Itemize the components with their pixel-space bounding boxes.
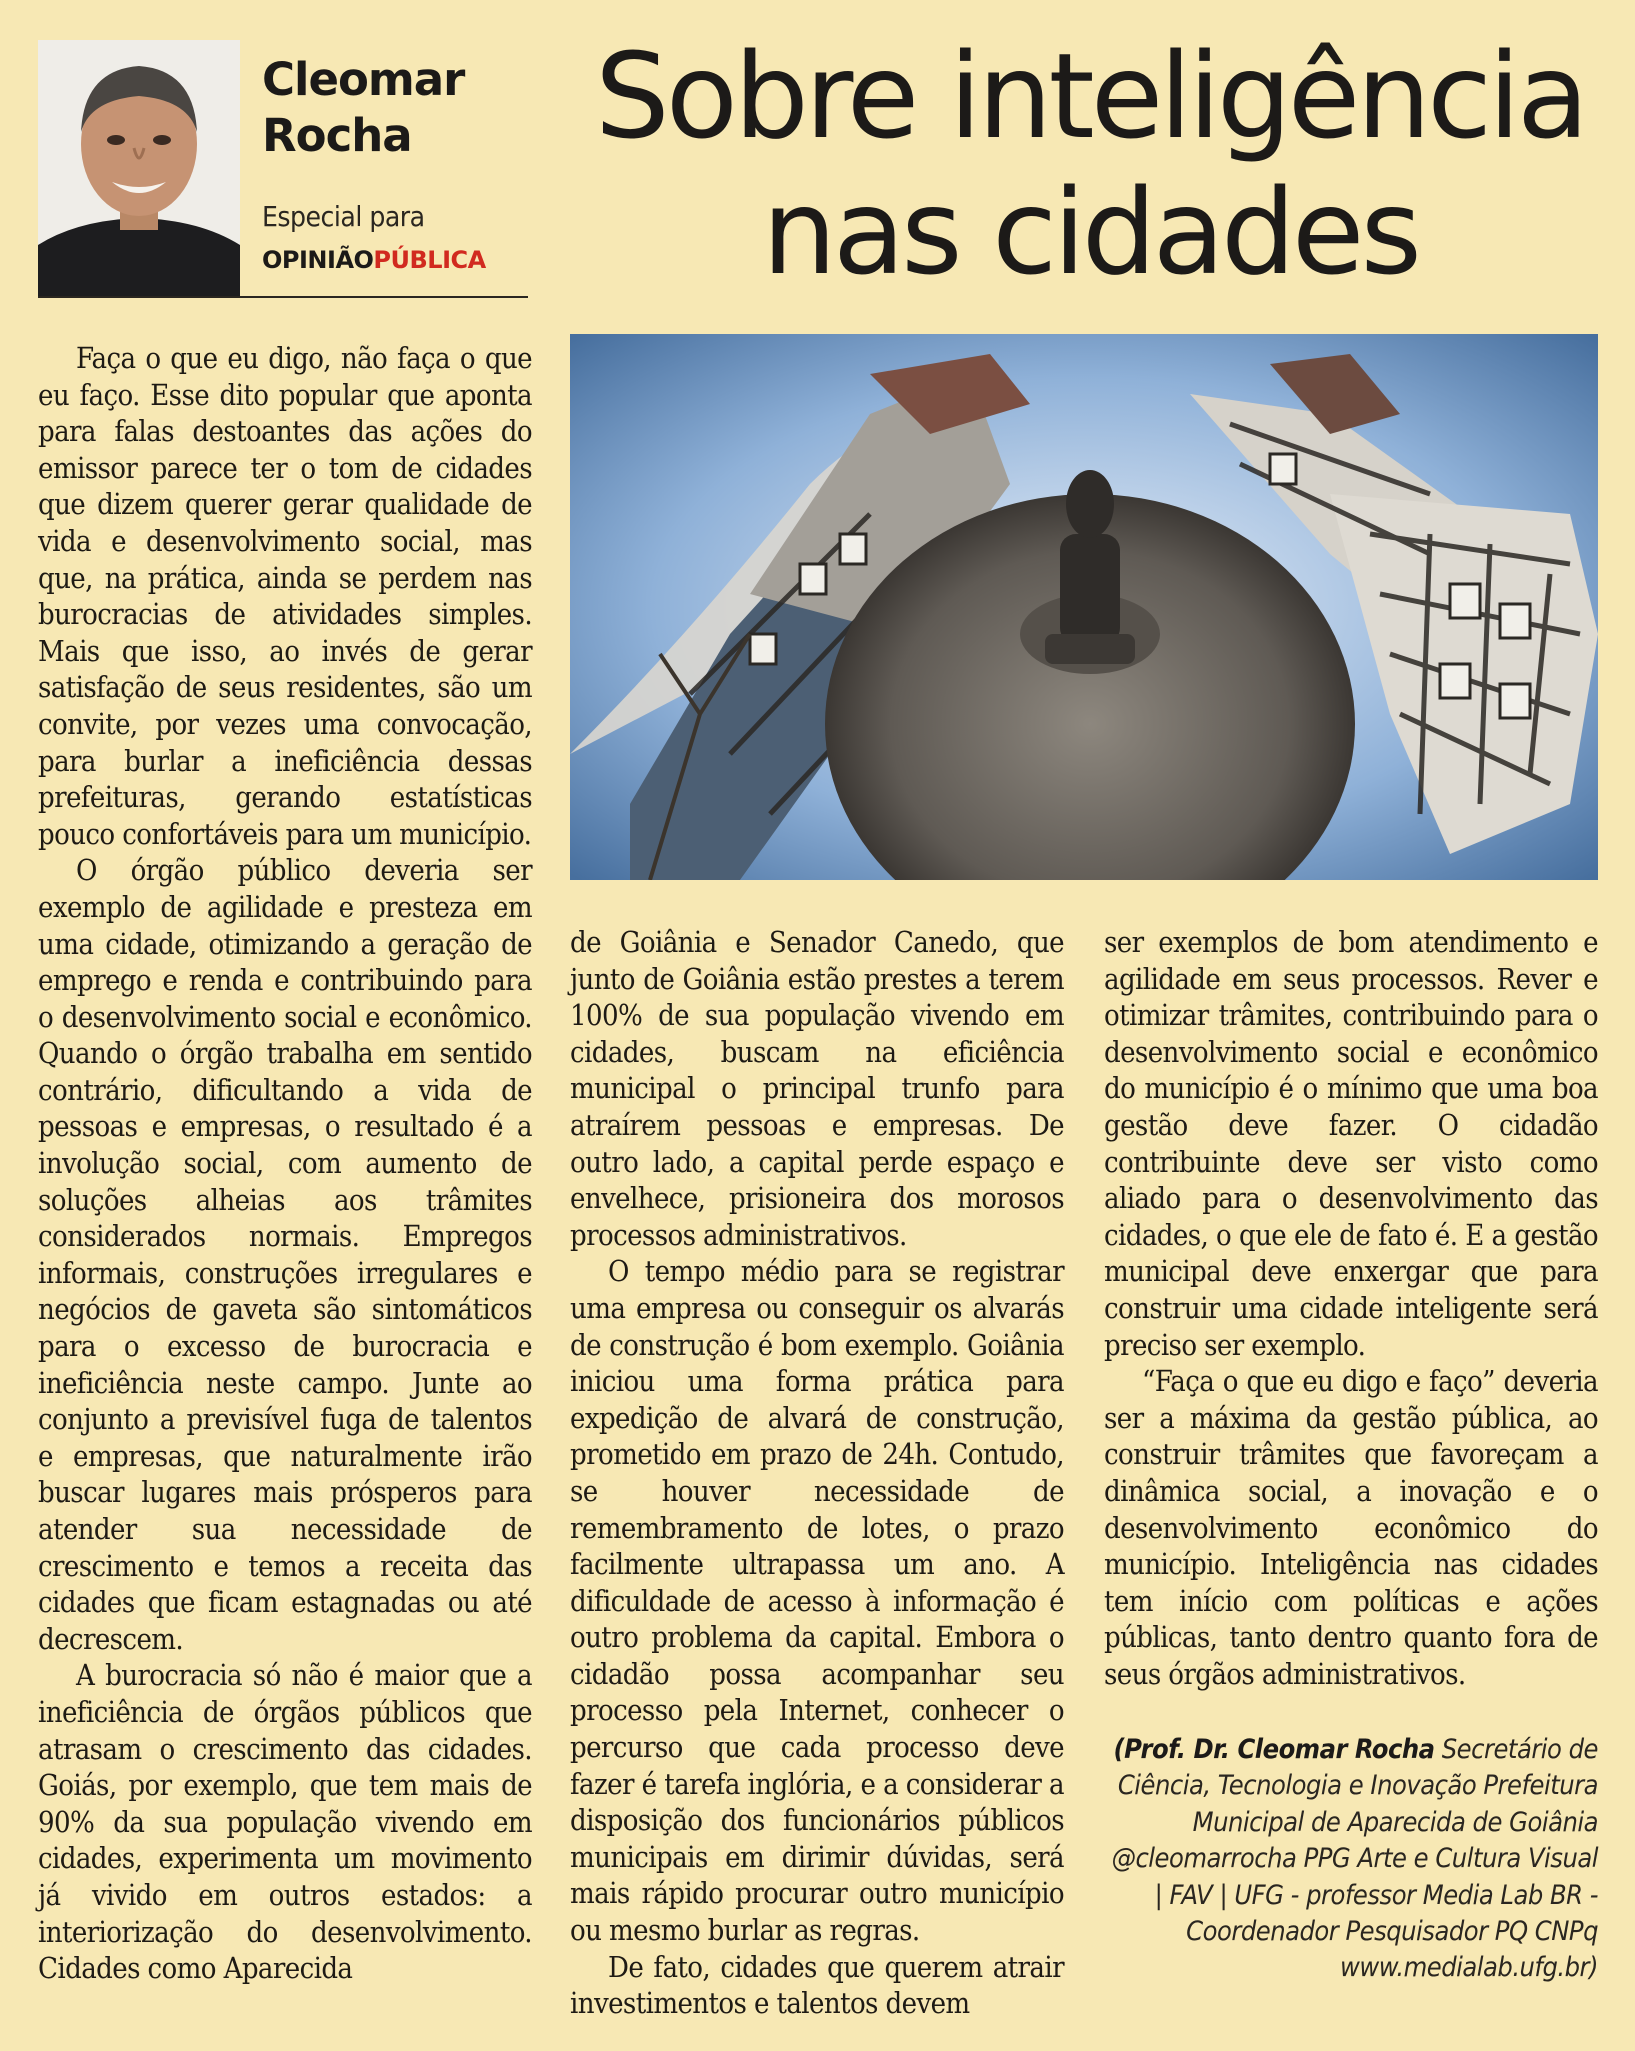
signature-name: (Prof. Dr. Cleomar Rocha (1113, 1734, 1435, 1765)
paragraph: O órgão público deveria ser exemplo de agilidade e presteza em uma cidade, otimizando a geração de emprego e renda e contribuindo para o desenvolvimento social e econômico. Quando o órgão trabalha em sentido contrário, dificultando a vida de pessoas e empresas, o resultado é a involução social, com aumento de soluções alheias aos trâmites considerados normais. Empregos informais, construções irregulares e negócios de gaveta são sintomáticos para o excesso de burocracia e ineficiência neste campo. Junte ao conjunto a previsível fuga de talentos e empresas, que naturalmente irão buscar lugares mais prósperos para atender sua necessidade de crescimento e temos a receita das cidades que ficam estagnadas ou até decrescem. (38, 853, 532, 1656)
article-column-1 (38, 340, 532, 2030)
paragraph: ser exemplos de bom atendimento e agilidade em seus processos. Rever e otimizar trâmites, contribuindo para o desenvolvimento social e econômico do município é o mínimo que uma boa gestão deve fazer. O cidadão contribuinte deve ser visto como aliado para o desenvolvimento das cidades, o que ele de fato é. E a gestão municipal deve enxergar que para construir uma cidade inteligente será preciso ser exemplo. (1104, 925, 1598, 1362)
headline (560, 28, 1620, 300)
brand-part-2: PÚBLICA (373, 246, 486, 274)
paragraph: O tempo médio para se registrar uma empresa ou conseguir os alvarás de construção é bom exemplo. Goiânia iniciou uma forma prática para expedição de alvará de construção, prometido em prazo de 24h. Contudo, se houver necessidade de remembramento de lotes, o prazo facilmente ultrapassa um ano. A dificuldade de acesso à informação é outro problema da capital. Embora o cidadão possa acompanhar seu processo pela Internet, conhecer o percurso que cada processo deve fazer é tarefa inglória, e a considerar a disposição dos funcionários públicos municipais em dirimir dúvidas, será mais rápido procurar outro município ou mesmo burlar as regras. (570, 1254, 1064, 1948)
paragraph: Faça o que eu digo, não faça o que eu faço. Esse dito popular que aponta para falas destoantes das ações do emissor parece ter o tom de cidades que dizem querer gerar qualidade de vida e desenvolvimento social, mas que, na prática, ainda se perdem nas burocracias de atividades simples. Mais que isso, ao invés de gerar satisfação de seus residentes, são um convite, por vezes uma convocação, para burlar a ineficiência dessas prefeituras, gerando estatísticas pouco confortáveis para um município. (38, 341, 532, 851)
author-name (262, 52, 522, 164)
headline-line-2: nas cidades (762, 163, 1418, 301)
author-first-name: Cleomar (262, 53, 465, 106)
article-column-2 (570, 924, 1064, 2034)
paragraph: “Faça o que eu digo e faço” deveria ser a máxima da gestão pública, ao construir trâmites que favoreçam a dinâmica social, a inovação e o desenvolvimento econômico do município. Inteligência nas cidades tem início com políticas e ações públicas, tanto dentro quanto fora de seus órgãos administrativos. (1104, 1364, 1598, 1691)
brand-part-1: OPINIÃO (262, 246, 374, 274)
brand-logo (262, 246, 486, 274)
headline-line-1: Sobre inteligência (594, 27, 1586, 165)
header-divider (38, 296, 528, 298)
city-panorama-image (570, 334, 1598, 880)
author-portrait-image (38, 40, 240, 296)
author-signature (1104, 1732, 1598, 1987)
paragraph: De fato, cidades que querem atrair investimentos e talentos devem (570, 1949, 1064, 2021)
tiny-planet-photo (570, 334, 1598, 880)
signature-details: Secretário de Ciência, Tecnologia e Inovação Prefeitura Municipal de Aparecida de Goiânia @cleomarrocha PPG Arte e Cultura Visual | FAV | UFG - professor Media Lab BR - Coordenador Pesquisador PQ CNPq www.medialab.ufg.br) (1111, 1734, 1598, 1984)
paragraph: A burocracia só não é maior que a ineficiência de órgãos públicos que atrasam o crescimento das cidades. Goiás, por exemplo, que tem mais de 90% da sua população vivendo em cidades, experimenta um movimento já vivido em outros estados: a interiorização do desenvolvimento. Cidades como Aparecida (38, 1658, 532, 1986)
author-photo (38, 40, 240, 296)
paragraph: de Goiânia e Senador Canedo, que junto de Goiânia estão prestes a terem 100% de sua população vivendo em cidades, buscam na eficiência municipal o principal trunfo para atraírem pessoas e empresas. De outro lado, a capital perde espaço e envelhece, prisioneira dos morosos processos administrativos. (570, 925, 1064, 1252)
author-last-name: Rocha (262, 109, 412, 162)
especial-label: Especial para (262, 200, 425, 233)
